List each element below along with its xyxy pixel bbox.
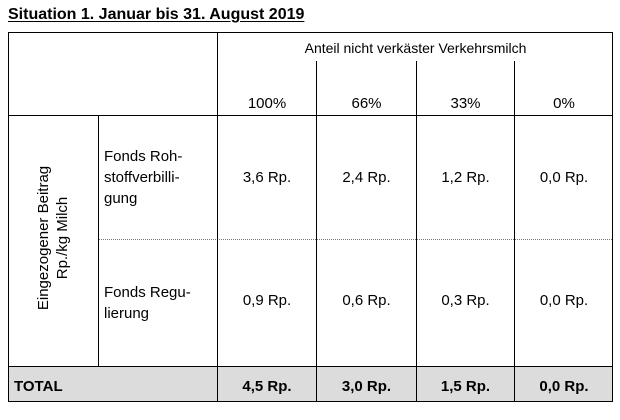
value-area-divider bbox=[217, 33, 218, 401]
total-cell: 1,5 Rp. bbox=[440, 378, 491, 395]
row-group-label bbox=[34, 113, 74, 363]
table-cell: 0,0 Rp. bbox=[539, 292, 589, 309]
column-header-0: 0% bbox=[553, 95, 575, 112]
total-label: TOTAL bbox=[14, 378, 63, 395]
table-cell: 0,0 Rp. bbox=[539, 169, 589, 186]
row-group-label-line2: Rp./kg Milch bbox=[54, 196, 71, 280]
column-divider-2 bbox=[416, 61, 417, 401]
contribution-table bbox=[8, 32, 613, 402]
row-group-label-line1: Eingezogener Beitrag bbox=[35, 165, 52, 311]
total-cell: 3,0 Rp. bbox=[341, 378, 392, 395]
total-cell: 4,5 Rp. bbox=[242, 378, 292, 395]
group-header: Anteil nicht verkäster Verkehrsmilch bbox=[304, 40, 527, 56]
table-cell: 0,6 Rp. bbox=[342, 292, 391, 309]
row-label-regulierung: Fonds Regu- lierung bbox=[104, 284, 191, 322]
table-cell: 0,9 Rp. bbox=[242, 292, 292, 309]
column-divider-1 bbox=[316, 61, 317, 401]
table-title: Situation 1. Januar bis 31. August 2019 bbox=[8, 6, 305, 23]
total-divider bbox=[9, 366, 612, 367]
row-label-rohstoffverbilligung: Fonds Roh- stoffverbilli- gung bbox=[104, 148, 183, 207]
label-column-divider bbox=[98, 115, 99, 366]
table-cell: 3,6 Rp. bbox=[242, 169, 292, 186]
column-header-100: 100% bbox=[247, 95, 287, 112]
table-cell: 0,3 Rp. bbox=[441, 292, 490, 309]
total-cell: 0,0 Rp. bbox=[539, 378, 589, 395]
table-cell: 2,4 Rp. bbox=[342, 169, 391, 186]
column-divider-3 bbox=[514, 61, 515, 401]
column-header-33: 33% bbox=[450, 95, 481, 112]
header-divider bbox=[9, 115, 612, 116]
row-divider bbox=[99, 239, 612, 240]
table-cell: 1,2 Rp. bbox=[441, 169, 490, 186]
column-header-66: 66% bbox=[351, 95, 382, 112]
